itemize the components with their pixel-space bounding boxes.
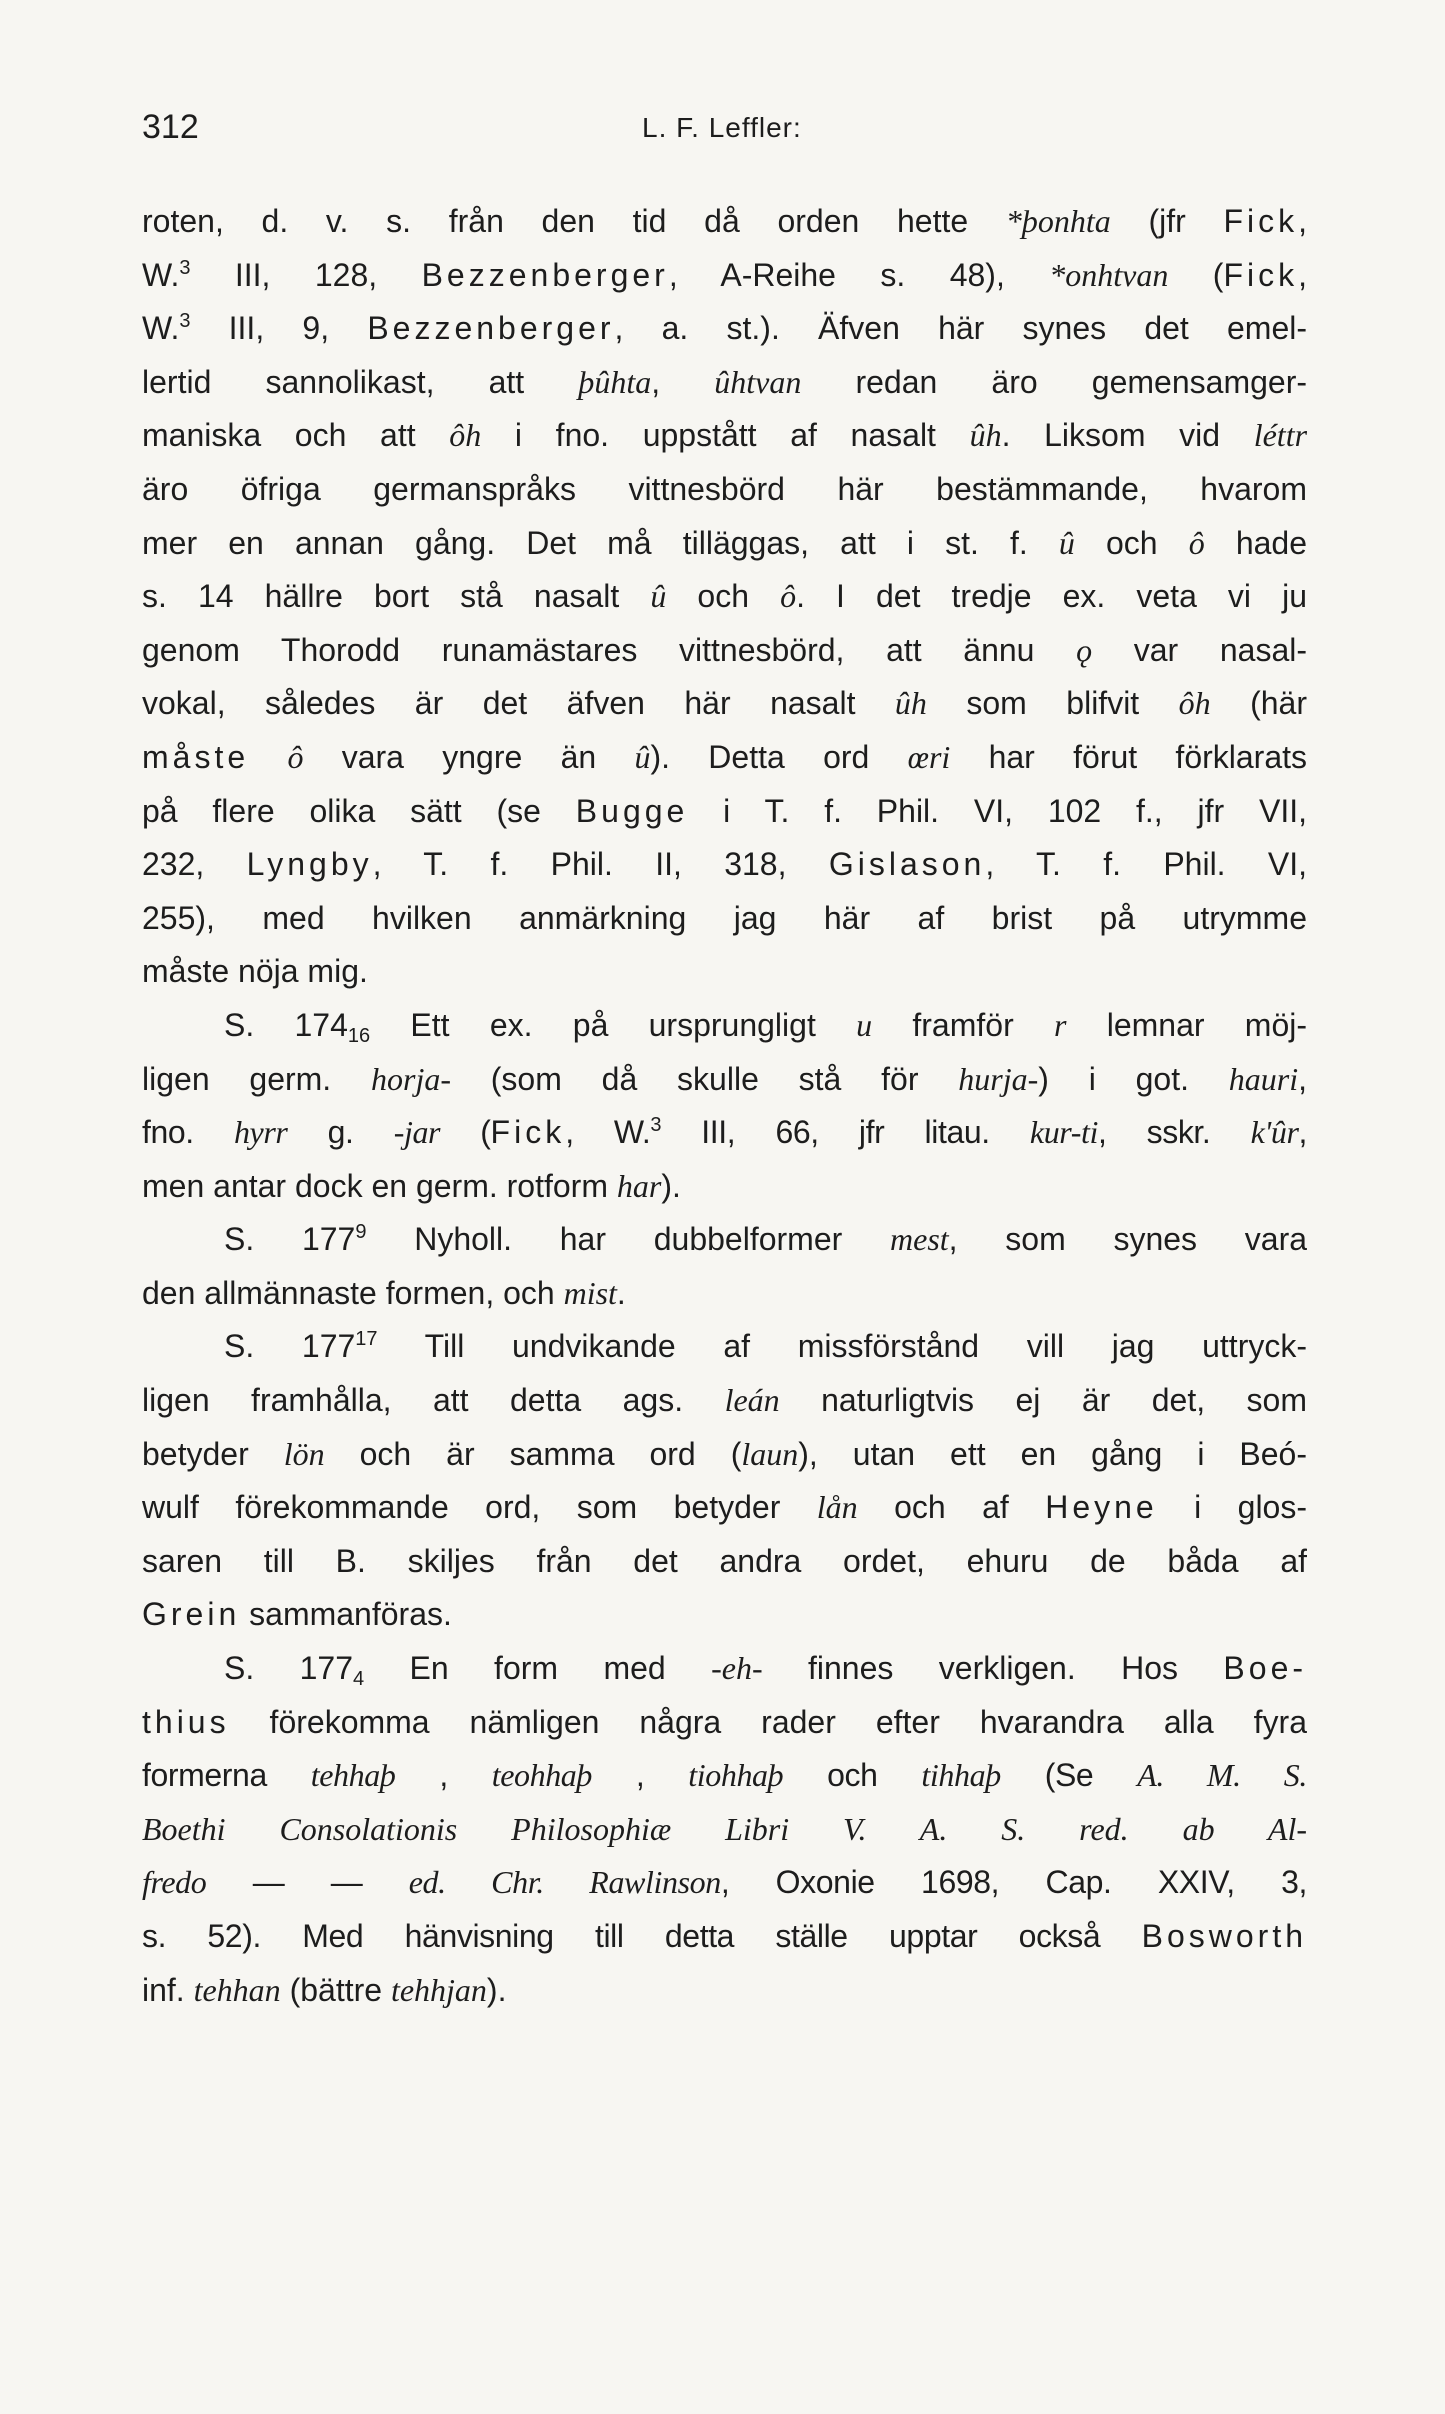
text-run: . bbox=[616, 1274, 626, 1311]
italic-term: laun bbox=[741, 1435, 799, 1472]
text-run: (Se bbox=[1000, 1757, 1138, 1794]
italic-term: ô bbox=[1188, 524, 1205, 561]
text-run: s. 14 hällre bort stå nasalt bbox=[142, 578, 651, 615]
text-run: , bbox=[395, 1757, 492, 1794]
text-run: ligen framhålla, att detta ags. bbox=[142, 1382, 725, 1419]
italic-term: Boethi Consolationis Philosophiæ Libri V. A. S. red. ab Al- bbox=[142, 1810, 1307, 1847]
text-run: ( bbox=[1168, 256, 1224, 293]
italic-term: horja- bbox=[370, 1060, 451, 1097]
text-run: S. 174 bbox=[224, 1006, 348, 1043]
author-name: Gislason bbox=[828, 846, 986, 883]
italic-term: tihhaþ bbox=[921, 1757, 1001, 1794]
text-run: och bbox=[1074, 524, 1189, 561]
text-run: lertid sannolikast, att bbox=[142, 363, 579, 400]
italic-term: þûhta bbox=[578, 363, 652, 400]
text-run: framför bbox=[872, 1006, 1054, 1043]
text-run: W. bbox=[142, 310, 180, 347]
text-run: , bbox=[592, 1757, 689, 1794]
text-line bbox=[142, 1696, 1307, 1750]
italic-term: û bbox=[1058, 524, 1075, 561]
subscript: 16 bbox=[347, 1024, 371, 1047]
text-run: formerna bbox=[142, 1757, 311, 1794]
text-run: vokal, således är det äfven här nasalt bbox=[142, 685, 895, 722]
text-line bbox=[142, 195, 1307, 249]
author-name: Fick bbox=[1223, 203, 1299, 239]
text-line bbox=[142, 1535, 1307, 1589]
text-run: III, 66, jfr litau. bbox=[661, 1114, 1030, 1151]
text-run: , a. st.). Äfven här synes det emel- bbox=[614, 310, 1307, 347]
author-name: Fick bbox=[1223, 256, 1299, 293]
text-run: maniska och att bbox=[142, 417, 450, 454]
text-run: En form med bbox=[364, 1650, 712, 1687]
italic-term: ôh bbox=[1178, 685, 1211, 722]
text-line bbox=[142, 1053, 1307, 1107]
text-line bbox=[142, 249, 1307, 303]
text-run: ). bbox=[486, 1971, 507, 2008]
superscript: 3 bbox=[179, 256, 191, 279]
text-run: Ett ex. på ursprungligt bbox=[370, 1006, 857, 1043]
text-run: sammanföras. bbox=[240, 1596, 452, 1633]
text-line bbox=[142, 838, 1307, 892]
text-line bbox=[142, 1642, 1307, 1696]
text-run: III, 9, bbox=[190, 310, 368, 347]
text-line bbox=[142, 1428, 1307, 1482]
author-name: Grein bbox=[142, 1596, 241, 1633]
text-run: i glos- bbox=[1157, 1489, 1307, 1526]
text-line bbox=[142, 731, 1307, 785]
text-run: , som synes vara bbox=[948, 1221, 1307, 1258]
text-run: ), utan ett en gång i Beó- bbox=[798, 1435, 1307, 1472]
author-name: Lyngby bbox=[246, 846, 373, 883]
italic-term: *þonhta bbox=[1005, 203, 1111, 239]
text-run: och är samma ord ( bbox=[324, 1435, 742, 1472]
author-name: Bezzenberger bbox=[367, 310, 615, 347]
author-name: Bugge bbox=[575, 792, 689, 829]
text-run: men antar dock en germ. rotform bbox=[142, 1167, 617, 1204]
text-run: mer en annan gång. Det må tilläggas, att i st. f. bbox=[142, 524, 1059, 561]
text-line bbox=[142, 1964, 1307, 2018]
text-run bbox=[249, 739, 287, 775]
text-run: förekomma nämligen några rader efter hvarandra alla fyra bbox=[229, 1703, 1307, 1740]
italic-term: tehhaþ bbox=[310, 1757, 396, 1794]
text-run: S. 177 bbox=[224, 1650, 354, 1687]
text-run: (bättre bbox=[280, 1971, 391, 2008]
text-run: (som då skulle stå för bbox=[450, 1060, 959, 1097]
text-run: måste nöja mig. bbox=[142, 953, 368, 990]
superscript: 17 bbox=[355, 1328, 378, 1351]
text-run: genom Thorodd runamästares vittnesbörd, att ännu bbox=[142, 631, 1077, 668]
text-run: på flere olika sätt (se bbox=[142, 792, 576, 829]
italic-term: mist bbox=[563, 1274, 617, 1311]
author-name: Fick bbox=[490, 1114, 566, 1151]
text-run: den allmännaste formen, och bbox=[142, 1274, 564, 1311]
author-name: Bosworth bbox=[1141, 1918, 1307, 1954]
text-run: III, 128, bbox=[190, 256, 422, 293]
italic-term: ô bbox=[780, 578, 797, 615]
italic-term: hurja- bbox=[958, 1060, 1039, 1097]
text-line bbox=[142, 1803, 1307, 1857]
text-run: , bbox=[651, 363, 715, 400]
italic-term: û bbox=[650, 578, 667, 615]
text-run: redan äro gemensamger- bbox=[801, 363, 1307, 400]
italic-term: ûhtvan bbox=[714, 363, 802, 400]
italic-term: -eh- bbox=[711, 1650, 763, 1687]
italic-term: ûh bbox=[894, 685, 927, 722]
text-run: och bbox=[666, 578, 781, 615]
italic-term: œri bbox=[907, 738, 951, 775]
text-run: g. bbox=[287, 1114, 394, 1151]
text-run: (här bbox=[1210, 685, 1307, 722]
superscript: 9 bbox=[355, 1221, 367, 1244]
text-line bbox=[142, 302, 1307, 356]
italic-term: û bbox=[634, 738, 651, 775]
text-run: Till undvikande af missförstånd vill jag uttryck- bbox=[377, 1328, 1307, 1365]
italic-term: tehhan bbox=[193, 1971, 281, 2008]
author-name: Heyne bbox=[1045, 1489, 1158, 1526]
page-number: 312 bbox=[142, 108, 199, 146]
text-run: ( bbox=[440, 1114, 491, 1151]
italic-term: r bbox=[1054, 1006, 1067, 1043]
italic-term: k'ûr bbox=[1250, 1114, 1299, 1151]
italic-term: har bbox=[616, 1167, 662, 1204]
text-run: 255), med hvilken anmärkning jag här af brist på utrymme bbox=[142, 899, 1307, 936]
italic-term: u bbox=[856, 1006, 873, 1043]
text-line bbox=[142, 570, 1307, 624]
italic-term: lån bbox=[816, 1489, 858, 1526]
text-run: vara yngre än bbox=[303, 738, 635, 775]
italic-term: *onhtvan bbox=[1049, 256, 1169, 293]
text-run: som blifvit bbox=[926, 685, 1179, 722]
text-run: , bbox=[1298, 256, 1307, 293]
italic-term: ǫ bbox=[1076, 631, 1093, 668]
text-run: finnes verkligen. Hos bbox=[762, 1650, 1224, 1687]
subscript: 4 bbox=[353, 1668, 365, 1691]
text-run: inf. bbox=[142, 1971, 194, 2008]
text-line bbox=[142, 517, 1307, 571]
text-line bbox=[142, 892, 1307, 946]
italic-term: hyrr bbox=[233, 1114, 288, 1151]
author-name: Boe- bbox=[1223, 1650, 1307, 1687]
text-run: , W. bbox=[565, 1114, 651, 1151]
text-line bbox=[142, 1320, 1307, 1374]
text-run: ) i got. bbox=[1038, 1060, 1229, 1097]
text-line bbox=[142, 1213, 1307, 1267]
text-run: S. 177 bbox=[224, 1328, 356, 1365]
text-line bbox=[142, 1374, 1307, 1428]
text-run: , T. f. Phil. II, 318, bbox=[372, 846, 829, 883]
author-name: måste bbox=[142, 738, 250, 775]
text-line bbox=[142, 356, 1307, 410]
text-run: i T. f. Phil. VI, 102 f., jfr VII, bbox=[688, 792, 1307, 829]
text-run: betyder bbox=[142, 1435, 284, 1472]
italic-term: -jar bbox=[393, 1114, 441, 1151]
text-line bbox=[142, 1856, 1307, 1910]
text-run: roten, d. v. s. från den tid då orden hette bbox=[142, 203, 1006, 239]
italic-term: ôh bbox=[449, 417, 482, 454]
text-line bbox=[142, 1160, 1307, 1214]
text-run: fno. bbox=[142, 1114, 234, 1151]
text-line bbox=[142, 785, 1307, 839]
running-head: L. F. Leffler: bbox=[642, 112, 802, 143]
italic-term: tiohhaþ bbox=[688, 1757, 784, 1794]
text-run: . I det tredje ex. veta vi ju bbox=[796, 578, 1307, 615]
text-run: Nyholl. har dubbelformer bbox=[366, 1221, 890, 1258]
superscript: 3 bbox=[179, 310, 191, 333]
text-run: var nasal- bbox=[1092, 631, 1307, 668]
italic-term: A. M. S. bbox=[1137, 1757, 1307, 1794]
text-run: äro öfriga germanspråks vittnesbörd här bestämmande, hvarom bbox=[142, 470, 1307, 507]
text-run: W. bbox=[142, 256, 180, 293]
text-run: (jfr bbox=[1110, 203, 1224, 239]
text-run: i fno. uppstått af nasalt bbox=[481, 417, 970, 454]
italic-term: lön bbox=[283, 1435, 325, 1472]
text-run: , sskr. bbox=[1097, 1114, 1251, 1151]
italic-term: ûh bbox=[969, 417, 1002, 454]
superscript: 3 bbox=[650, 1114, 662, 1137]
text-line bbox=[142, 945, 1307, 999]
text-run: ). Detta ord bbox=[650, 738, 908, 775]
text-run: , bbox=[1298, 1114, 1307, 1151]
text-run: , Oxonie 1698, Cap. XXIV, 3, bbox=[720, 1864, 1307, 1901]
text-run: och bbox=[783, 1757, 922, 1794]
text-run: S. 177 bbox=[224, 1221, 356, 1258]
text-line bbox=[142, 1910, 1307, 1964]
text-line bbox=[142, 1481, 1307, 1535]
italic-term: ed. Chr. Rawlinson bbox=[408, 1864, 721, 1901]
author-name: Bezzenberger bbox=[421, 256, 669, 293]
text-run: wulf förekommande ord, som betyder bbox=[142, 1489, 817, 1526]
text-line bbox=[142, 463, 1307, 517]
text-run: , bbox=[1298, 1060, 1307, 1097]
text-line bbox=[142, 1106, 1307, 1160]
italic-term: tehhjan bbox=[390, 1971, 487, 2008]
text-line bbox=[142, 1588, 1307, 1642]
text-line bbox=[142, 409, 1307, 463]
author-name: thius bbox=[142, 1703, 230, 1740]
italic-term: teohhaþ bbox=[491, 1757, 592, 1794]
text-run: hade bbox=[1204, 524, 1307, 561]
italic-term: léttr bbox=[1253, 417, 1307, 454]
text-run: lemnar möj- bbox=[1066, 1006, 1307, 1043]
text-run: har förut förklarats bbox=[950, 738, 1307, 775]
text-run: — — bbox=[206, 1864, 409, 1901]
text-run: . Liksom vid bbox=[1001, 417, 1254, 454]
text-run: naturligtvis ej är det, som bbox=[779, 1382, 1307, 1419]
italic-term: fredo bbox=[142, 1864, 207, 1901]
italic-term: leán bbox=[724, 1382, 780, 1419]
italic-term: hauri bbox=[1228, 1060, 1299, 1097]
text-line bbox=[142, 999, 1307, 1053]
text-run: , A-Reihe s. 48), bbox=[668, 256, 1050, 293]
text-run: och af bbox=[857, 1489, 1046, 1526]
body-text bbox=[142, 195, 1307, 2017]
text-run: , bbox=[1298, 203, 1307, 239]
text-run: , T. f. Phil. VI, bbox=[985, 846, 1307, 883]
text-line bbox=[142, 1267, 1307, 1321]
text-run: saren till B. skiljes från det andra ordet, ehuru de båda af bbox=[142, 1542, 1307, 1579]
page-header bbox=[142, 108, 1307, 158]
italic-term: ô bbox=[287, 738, 304, 775]
text-run: ). bbox=[661, 1167, 681, 1204]
text-run: s. 52). Med hänvisning till detta ställe upptar också bbox=[142, 1918, 1142, 1954]
text-run: 232, bbox=[142, 846, 247, 883]
italic-term: kur-ti bbox=[1029, 1114, 1098, 1151]
text-line bbox=[142, 1749, 1307, 1803]
text-line bbox=[142, 624, 1307, 678]
text-run: ligen germ. bbox=[142, 1060, 371, 1097]
text-line bbox=[142, 677, 1307, 731]
italic-term: mest bbox=[890, 1221, 949, 1258]
